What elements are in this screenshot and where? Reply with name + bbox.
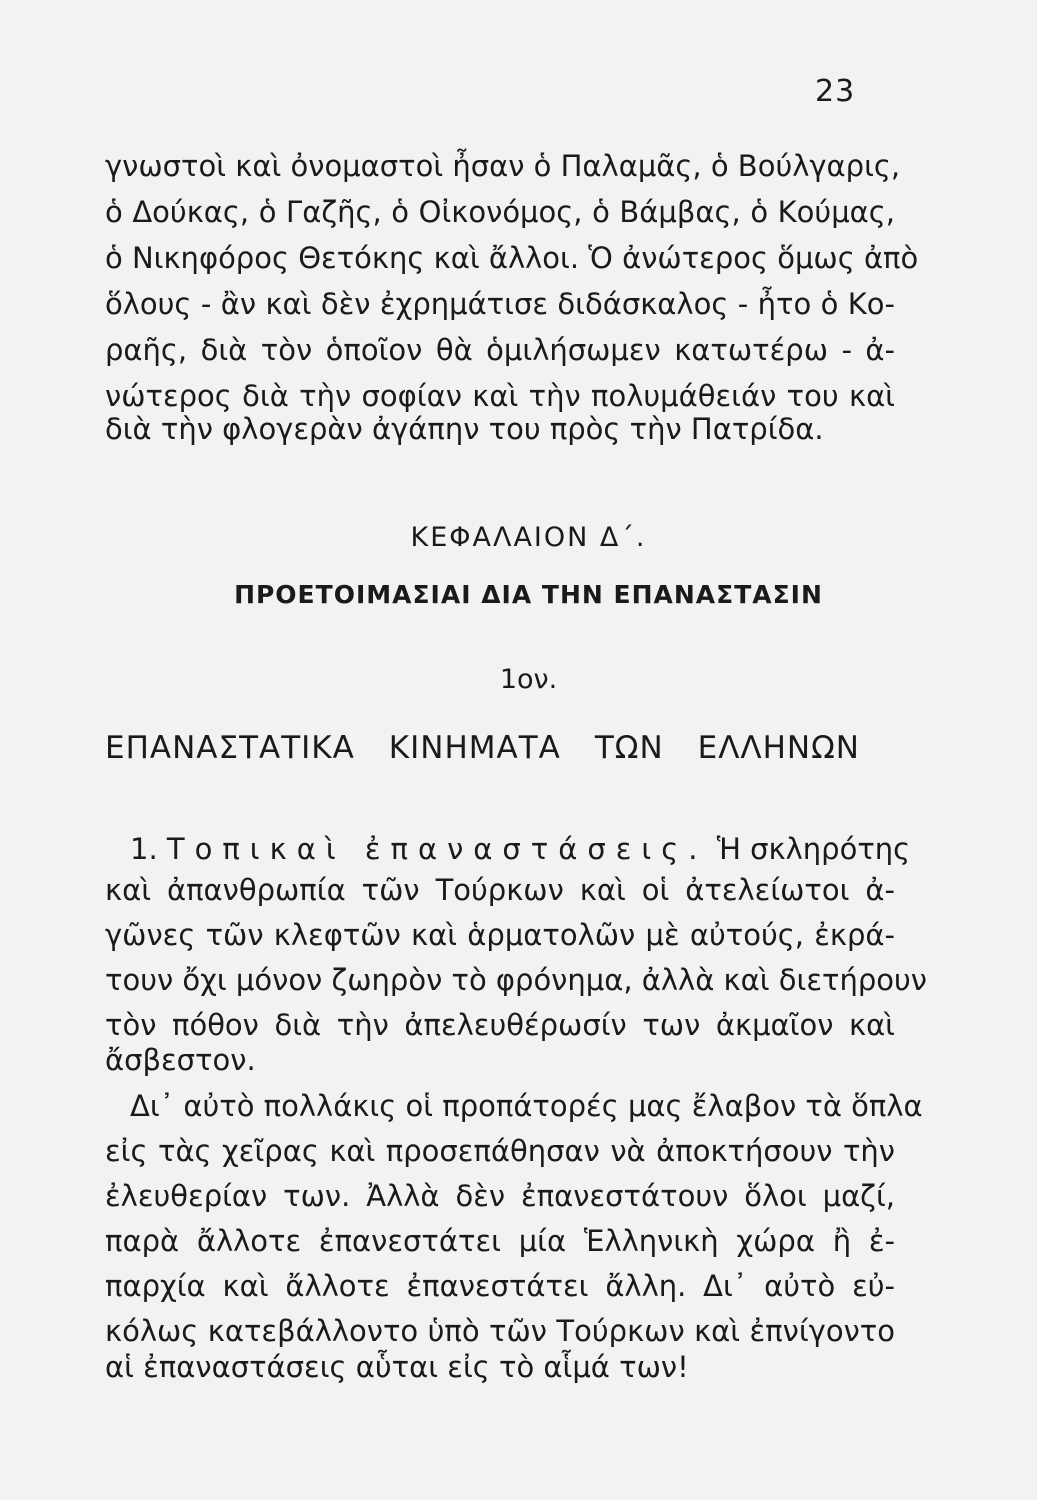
text-line: ἐλευθερίαν των. Ἀλλὰ δὲν ἐπανεστάτουν ὅλοι μαζί, xyxy=(105,1179,895,1213)
text-line: ραῆς, διὰ τὸν ὁποῖον θὰ ὁμιλήσωμεν κατωτέρω - ἀ- xyxy=(105,333,895,367)
text-line: παρχία καὶ ἄλλοτε ἐπανεστάτει ἄλλη. Δι᾿ αὐτὸ εὐ- xyxy=(105,1269,895,1303)
text-line: ὅλους - ἂν καὶ δὲν ἐχρημάτισε διδάσκαλος - ἦτο ὁ Κο- xyxy=(105,287,895,321)
text-line: γνωστοὶ καὶ ὀνομαστοὶ ἦσαν ὁ Παλαμᾶς, ὁ Βούλγαρις, xyxy=(105,149,901,183)
subsection-number: 1. xyxy=(130,832,158,866)
text-line: ὁ Νικηφόρος Θετόκης καὶ ἄλλοι. Ὁ ἀνώτερος ὅμως ἀπὸ xyxy=(105,241,919,275)
text-line: τὸν πόθον διὰ τὴν ἀπελευθέρωσίν των ἀκμαῖον καὶ xyxy=(105,1008,895,1042)
subsection-first-line xyxy=(130,826,911,872)
subsection-title: Τοπικαὶ ἐπαναστάσεις. xyxy=(166,832,708,866)
text-line: τουν ὄχι μόνον ζωηρὸν τὸ φρόνημα, ἀλλὰ καὶ διετήρουν xyxy=(105,963,927,997)
subsection-text: Ἡ σκληρότης xyxy=(716,832,911,866)
text-line: ἄσβεστον. xyxy=(105,1043,256,1077)
text-line: κόλως κατεβάλλοντο ὑπὸ τῶν Τούρκων καὶ ἐπνίγοντο xyxy=(105,1314,895,1348)
text-line: καὶ ἀπανθρωπία τῶν Τούρκων καὶ οἱ ἀτελείωτοι ἀ- xyxy=(105,873,895,907)
text-line: διὰ τὴν φλογερὰν ἀγάπην του πρὸς τὴν Πατρίδα. xyxy=(105,412,824,446)
text-line: νώτερος διὰ τὴν σοφίαν καὶ τὴν πολυμάθειάν του καὶ xyxy=(105,379,895,413)
section-heading: ΕΠΑΝΑΣΤΑΤΙΚΑ ΚΙΝΗΜΑΤΑ ΤΩΝ ΕΛΛΗΝΩΝ xyxy=(105,730,860,766)
text-line: αἱ ἐπαναστάσεις αὗται εἰς τὸ αἷμά των! xyxy=(105,1350,689,1384)
text-line: εἰς τὰς χεῖρας καὶ προσεπάθησαν νὰ ἀποκτήσουν τὴν xyxy=(105,1134,895,1168)
subchapter-label: 1ον. xyxy=(499,664,558,695)
page-number: 23 xyxy=(815,74,856,109)
text-line: γῶνες τῶν κλεφτῶν καὶ ἁρματολῶν μὲ αὐτούς, ἐκρά- xyxy=(105,918,895,952)
text-line: παρὰ ἄλλοτε ἐπανεστάτει μία Ἑλληνικὴ χώρα ἢ ἐ- xyxy=(105,1224,895,1258)
chapter-title: ΠΡΟΕΤΟΙΜΑΣΙΑΙ ΔΙΑ ΤΗΝ ΕΠΑΝΑΣΤΑΣΙΝ xyxy=(234,580,823,609)
text-line: ὁ Δούκας, ὁ Γαζῆς, ὁ Οἰκονόμος, ὁ Βάμβας, ὁ Κούμας, xyxy=(105,195,895,229)
chapter-label: ΚΕΦΑΛΑΙΟΝ Δ΄. xyxy=(410,522,647,553)
text-line: Δι᾿ αὐτὸ πολλάκις οἱ προπάτορές μας ἔλαβον τὰ ὅπλα xyxy=(130,1089,923,1123)
